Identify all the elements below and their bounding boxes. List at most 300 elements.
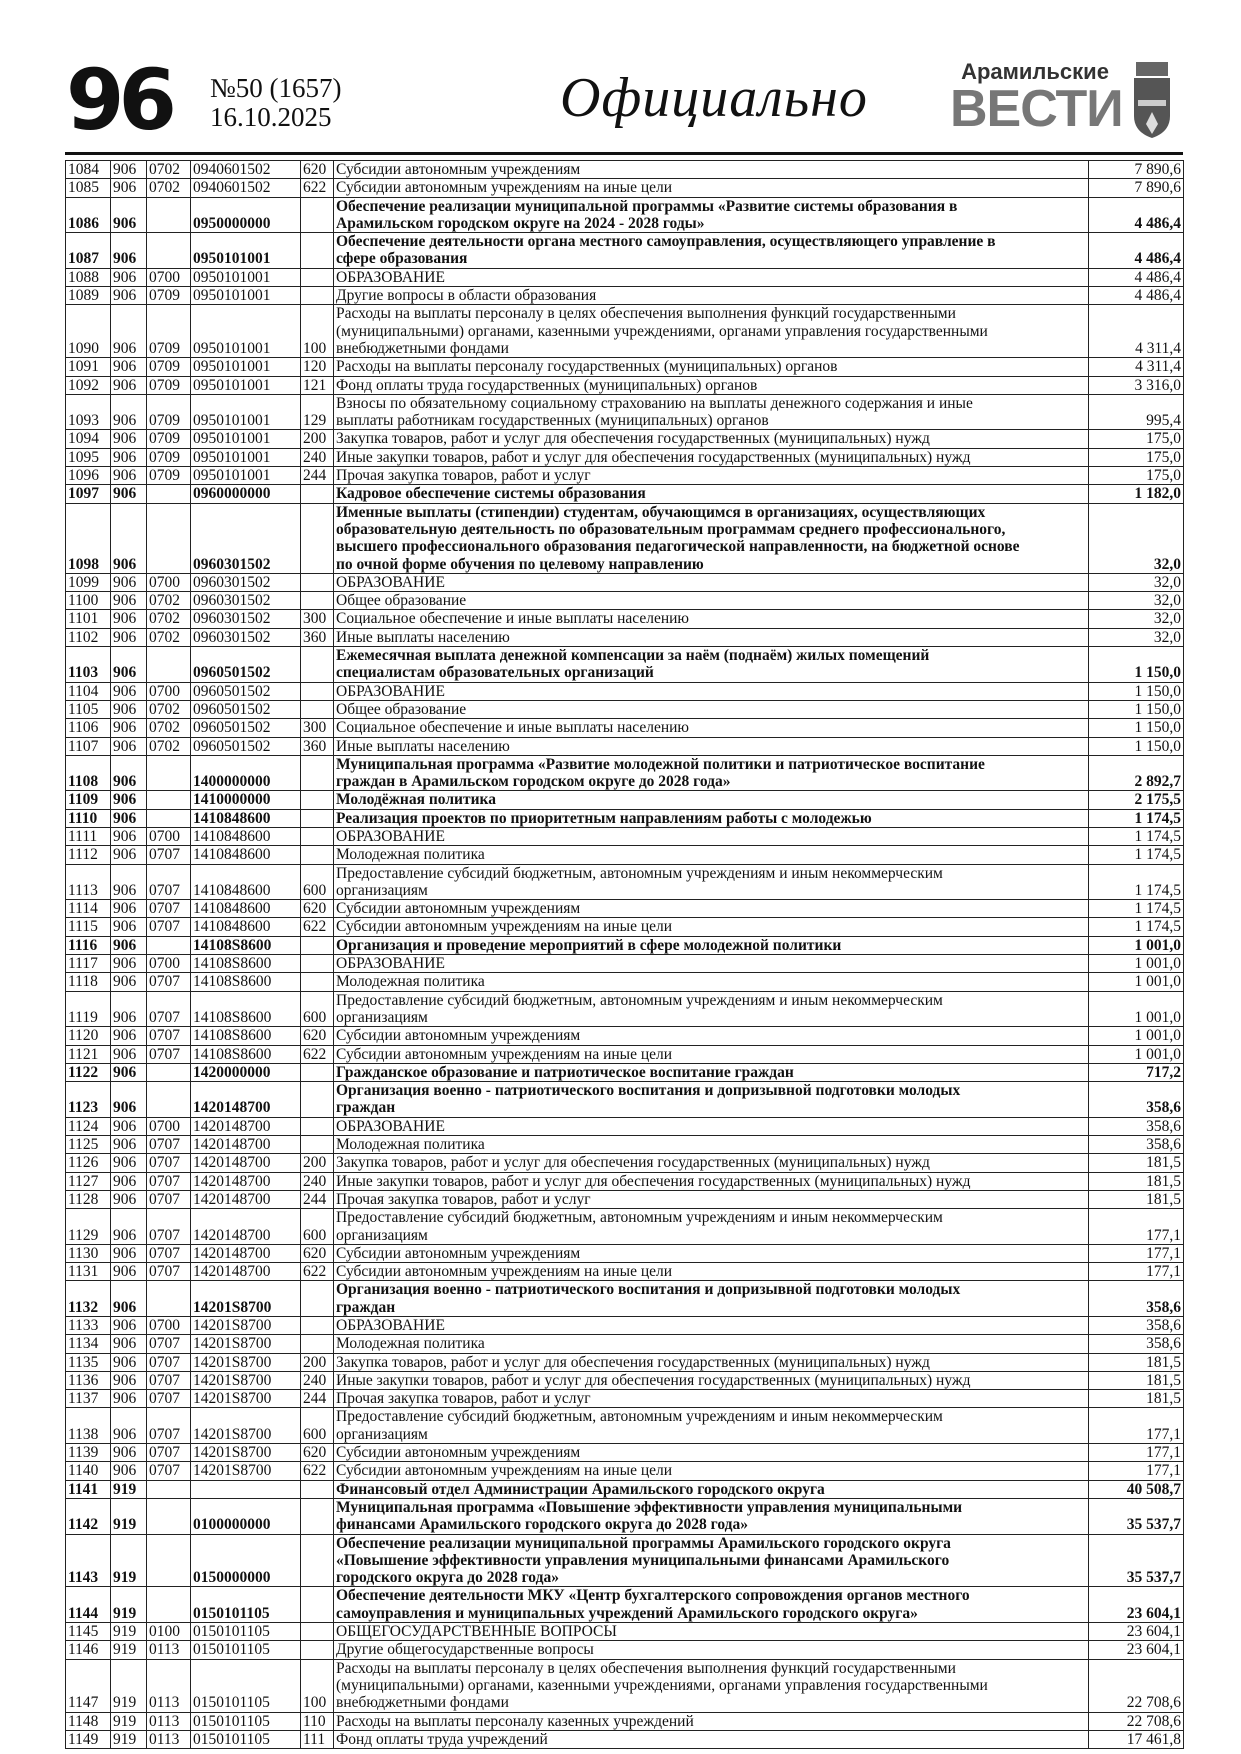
expense-type (301, 755, 334, 791)
description-line: Субсидии автономным учреждениям (336, 900, 581, 918)
table-row (66, 719, 1184, 737)
row-number: 1093 (66, 394, 111, 430)
table-row (66, 700, 1184, 718)
target-code: 14201S8700 (191, 1390, 301, 1408)
description (334, 1462, 1089, 1480)
row-number: 1109 (66, 791, 111, 809)
expense-type: 622 (301, 918, 334, 936)
description (334, 1136, 1089, 1154)
row-number: 1099 (66, 573, 111, 591)
section-code (147, 503, 191, 573)
admin-code: 906 (111, 430, 147, 448)
admin-code: 919 (111, 1498, 147, 1534)
section-code: 0709 (147, 376, 191, 394)
amount: 4 486,4 (1089, 233, 1184, 269)
admin-code: 906 (111, 1172, 147, 1190)
section-code: 0702 (147, 592, 191, 610)
table-row (66, 573, 1184, 591)
description-line: «Повышение эффективности управления муниципальными финансами Арамильского (336, 1551, 950, 1569)
target-code: 0150101105 (191, 1623, 301, 1641)
description (334, 1027, 1089, 1045)
description-line: Субсидии автономным учреждениям на иные цели (336, 1045, 673, 1063)
row-number: 1087 (66, 233, 111, 269)
admin-code: 906 (111, 1136, 147, 1154)
section-code (147, 1534, 191, 1587)
row-number: 1110 (66, 809, 111, 827)
row-number: 1113 (66, 864, 111, 900)
amount: 7 890,6 (1089, 179, 1184, 197)
amount: 177,1 (1089, 1244, 1184, 1262)
expense-type: 600 (301, 1408, 334, 1444)
description-line: Расходы на выплаты персоналу в целях обеспечения выполнения функций государственными (336, 1659, 956, 1677)
description-line: граждан (336, 1099, 396, 1117)
description (334, 592, 1089, 610)
row-number: 1144 (66, 1587, 111, 1623)
expense-type (301, 846, 334, 864)
amount: 177,1 (1089, 1209, 1184, 1245)
description (334, 737, 1089, 755)
description (334, 1730, 1089, 1748)
table-row (66, 647, 1184, 683)
description-line: Обеспечение деятельности МКУ «Центр бухгалтерского сопровождения органов местного (336, 1587, 970, 1605)
table-row (66, 1154, 1184, 1172)
target-code (191, 1480, 301, 1498)
admin-code: 906 (111, 233, 147, 269)
expense-type (301, 1063, 334, 1081)
target-code: 0950101001 (191, 430, 301, 448)
table-row (66, 1045, 1184, 1063)
admin-code: 906 (111, 936, 147, 954)
amount: 23 604,1 (1089, 1623, 1184, 1641)
row-number: 1105 (66, 700, 111, 718)
description (334, 1045, 1089, 1063)
expense-type: 600 (301, 991, 334, 1027)
amount: 358,6 (1089, 1082, 1184, 1118)
admin-code: 906 (111, 628, 147, 646)
expense-type (301, 1281, 334, 1317)
row-number: 1084 (66, 161, 111, 179)
description-line: (муниципальными) органами, казенными учреждениями, органами управления государственными (336, 1676, 988, 1694)
admin-code: 906 (111, 991, 147, 1027)
target-code: 0150101105 (191, 1587, 301, 1623)
newspaper-logo (950, 59, 1123, 138)
description-line: граждан в Арамильском городском округе до 2028 года» (336, 773, 731, 791)
expense-type (301, 700, 334, 718)
description (334, 1209, 1089, 1245)
admin-code: 919 (111, 1730, 147, 1748)
description-line: организациям (336, 1425, 428, 1443)
amount: 1 001,0 (1089, 936, 1184, 954)
description (334, 791, 1089, 809)
description-line: Расходы на выплаты персоналу государственных (муниципальных) органов (336, 358, 838, 376)
description-line: Субсидии автономным учреждениям (336, 161, 581, 178)
description-line: Ежемесячная выплата денежной компенсации за наём (поднаём) жилых помещений (336, 647, 930, 665)
row-number: 1097 (66, 485, 111, 503)
target-code: 1420148700 (191, 1190, 301, 1208)
row-number: 1095 (66, 448, 111, 466)
row-number: 1118 (66, 973, 111, 991)
section-code: 0709 (147, 305, 191, 358)
amount: 32,0 (1089, 573, 1184, 591)
description (334, 1172, 1089, 1190)
description-line: организациям (336, 1226, 428, 1244)
expense-type: 110 (301, 1712, 334, 1730)
expense-type (301, 1534, 334, 1587)
section-code: 0702 (147, 737, 191, 755)
expense-type (301, 592, 334, 610)
row-number: 1131 (66, 1263, 111, 1281)
table-row (66, 268, 1184, 286)
table-row (66, 376, 1184, 394)
amount: 32,0 (1089, 610, 1184, 628)
table-row (66, 233, 1184, 269)
expense-type: 620 (301, 161, 334, 179)
description-line: образовательную деятельность по образовательным программам среднего профессионального, (336, 520, 1006, 538)
table-row (66, 791, 1184, 809)
description (334, 1659, 1089, 1712)
amount: 32,0 (1089, 503, 1184, 573)
section-code: 0113 (147, 1730, 191, 1748)
admin-code: 906 (111, 1082, 147, 1118)
row-number: 1086 (66, 197, 111, 233)
description (334, 827, 1089, 845)
section-code: 0709 (147, 287, 191, 305)
section-code: 0709 (147, 430, 191, 448)
description-line: Фонд оплаты труда учреждений (336, 1730, 548, 1748)
expense-type: 100 (301, 1659, 334, 1712)
description-line: ОБРАЗОВАНИЕ (336, 1317, 445, 1334)
target-code: 1420148700 (191, 1263, 301, 1281)
section-code: 0113 (147, 1659, 191, 1712)
admin-code: 906 (111, 1045, 147, 1063)
row-number: 1101 (66, 610, 111, 628)
description-line: Субсидии автономным учреждениям (336, 1444, 581, 1462)
description-line: Обеспечение реализации муниципальной программы Арамильского городского округа (336, 1534, 951, 1552)
table-row (66, 1623, 1184, 1641)
expense-type: 620 (301, 900, 334, 918)
section-code: 0709 (147, 467, 191, 485)
section-code: 0700 (147, 1117, 191, 1135)
description-line: Молодежная политика (336, 1136, 485, 1154)
admin-code: 906 (111, 755, 147, 791)
admin-code: 906 (111, 918, 147, 936)
admin-code: 906 (111, 1371, 147, 1389)
amount: 177,1 (1089, 1263, 1184, 1281)
description (334, 809, 1089, 827)
row-number: 1132 (66, 1281, 111, 1317)
description-line: ОБРАЗОВАНИЕ (336, 682, 445, 700)
description-line: Организация военно - патриотического воспитания и допризывной подготовки молодых (336, 1281, 961, 1299)
admin-code: 906 (111, 682, 147, 700)
section-code (147, 485, 191, 503)
expense-type: 600 (301, 1209, 334, 1245)
target-code: 0960501502 (191, 737, 301, 755)
description (334, 610, 1089, 628)
amount: 40 508,7 (1089, 1480, 1184, 1498)
description-line: Финансовый отдел Администрации Арамильского городского округа (336, 1480, 825, 1498)
expense-type: 244 (301, 467, 334, 485)
description-line: Субсидии автономным учреждениям на иные цели (336, 1263, 673, 1281)
header-rule (65, 152, 1183, 155)
description-line: Гражданское образование и патриотическое воспитание граждан (336, 1063, 794, 1081)
amount: 1 150,0 (1089, 647, 1184, 683)
section-code (147, 1587, 191, 1623)
description (334, 1534, 1089, 1587)
description (334, 936, 1089, 954)
description-line: Субсидии автономным учреждениям (336, 1027, 581, 1045)
expense-type: 622 (301, 1462, 334, 1480)
row-number: 1127 (66, 1172, 111, 1190)
description-line: организациям (336, 881, 428, 899)
admin-code: 906 (111, 1353, 147, 1371)
target-code: 0950101001 (191, 305, 301, 358)
row-number: 1104 (66, 682, 111, 700)
coat-of-arms-icon (1128, 60, 1176, 140)
expense-type (301, 682, 334, 700)
description (334, 900, 1089, 918)
description (334, 573, 1089, 591)
section-code: 0707 (147, 1444, 191, 1462)
description-line: Организация военно - патриотического воспитания и допризывной подготовки молодых (336, 1082, 961, 1100)
row-number: 1125 (66, 1136, 111, 1154)
description (334, 467, 1089, 485)
expense-type: 620 (301, 1027, 334, 1045)
description-line: Иные закупки товаров, работ и услуг для обеспечения государственных (муниципальных) нужд (336, 448, 971, 466)
description-line: Прочая закупка товаров, работ и услуг (336, 467, 591, 485)
description-line: сфере образования (336, 250, 468, 268)
expense-type (301, 809, 334, 827)
target-code: 1420148700 (191, 1244, 301, 1262)
table-row (66, 1587, 1184, 1623)
amount: 1 174,5 (1089, 864, 1184, 900)
target-code: 1410848600 (191, 809, 301, 827)
expense-type (301, 1641, 334, 1659)
target-code: 0960301502 (191, 610, 301, 628)
amount: 995,4 (1089, 394, 1184, 430)
description-line: специалистам образовательных организаций (336, 664, 654, 682)
description-line: внебюджетными фондами (336, 1694, 509, 1712)
expense-type (301, 573, 334, 591)
description (334, 955, 1089, 973)
row-number: 1120 (66, 1027, 111, 1045)
description (334, 1281, 1089, 1317)
row-number: 1146 (66, 1641, 111, 1659)
row-number: 1128 (66, 1190, 111, 1208)
description-line: Закупка товаров, работ и услуг для обеспечения государственных (муниципальных) нужд (336, 430, 930, 448)
admin-code: 919 (111, 1659, 147, 1712)
admin-code: 906 (111, 503, 147, 573)
amount: 1 001,0 (1089, 955, 1184, 973)
description (334, 1117, 1089, 1135)
target-code: 0960301502 (191, 503, 301, 573)
amount: 1 001,0 (1089, 973, 1184, 991)
description-line: Муниципальная программа «Повышение эффективности управления муниципальными (336, 1498, 963, 1516)
row-number: 1133 (66, 1317, 111, 1335)
target-code: 0950101001 (191, 376, 301, 394)
amount: 32,0 (1089, 592, 1184, 610)
description-line: (муниципальными) органами, казенными учреждениями, органами управления государственными (336, 322, 988, 340)
section-code (147, 1480, 191, 1498)
amount: 22 708,6 (1089, 1659, 1184, 1712)
table-row (66, 1480, 1184, 1498)
expense-type (301, 647, 334, 683)
admin-code: 906 (111, 485, 147, 503)
section-code: 0700 (147, 1317, 191, 1335)
admin-code: 906 (111, 592, 147, 610)
description-line: Общее образование (336, 700, 467, 718)
admin-code: 919 (111, 1641, 147, 1659)
section-code: 0709 (147, 358, 191, 376)
section-code: 0707 (147, 1172, 191, 1190)
table-row (66, 1353, 1184, 1371)
target-code: 0960501502 (191, 700, 301, 718)
expense-type (301, 973, 334, 991)
table-row (66, 610, 1184, 628)
table-row (66, 467, 1184, 485)
table-row (66, 864, 1184, 900)
amount: 1 182,0 (1089, 485, 1184, 503)
description-line: Иные закупки товаров, работ и услуг для обеспечения государственных (муниципальных) нужд (336, 1371, 971, 1389)
row-number: 1135 (66, 1353, 111, 1371)
description (334, 918, 1089, 936)
table-row (66, 1498, 1184, 1534)
section-code: 0707 (147, 1353, 191, 1371)
target-code: 14108S8600 (191, 1027, 301, 1045)
row-number: 1102 (66, 628, 111, 646)
admin-code: 906 (111, 1263, 147, 1281)
table-row (66, 503, 1184, 573)
target-code: 14108S8600 (191, 955, 301, 973)
table-row (66, 1712, 1184, 1730)
expense-type (301, 233, 334, 269)
description (334, 864, 1089, 900)
description (334, 1154, 1089, 1172)
amount: 17 461,8 (1089, 1730, 1184, 1748)
expense-type: 100 (301, 305, 334, 358)
description-line: Предоставление субсидий бюджетным, автономным учреждениям и иным некоммерческим (336, 1408, 943, 1426)
description-line: ОБРАЗОВАНИЕ (336, 955, 445, 973)
description-line: по очной форме обучения по целевому направлению (336, 555, 704, 573)
admin-code: 906 (111, 268, 147, 286)
target-code: 14108S8600 (191, 936, 301, 954)
admin-code: 906 (111, 737, 147, 755)
section-code: 0707 (147, 1408, 191, 1444)
amount: 2 892,7 (1089, 755, 1184, 791)
admin-code: 906 (111, 161, 147, 179)
expense-type (301, 1082, 334, 1118)
amount: 1 174,5 (1089, 900, 1184, 918)
table-row (66, 1117, 1184, 1135)
description-line: Предоставление субсидий бюджетным, автономным учреждениям и иным некоммерческим (336, 991, 943, 1009)
target-code: 1420148700 (191, 1082, 301, 1118)
target-code: 1410848600 (191, 864, 301, 900)
row-number: 1147 (66, 1659, 111, 1712)
description-line: Реализация проектов по приоритетным направлениям работы с молодежью (336, 809, 872, 827)
amount: 358,6 (1089, 1136, 1184, 1154)
amount: 2 175,5 (1089, 791, 1184, 809)
description (334, 430, 1089, 448)
expense-type (301, 1587, 334, 1623)
page-number: 96 (66, 51, 171, 149)
table-row (66, 737, 1184, 755)
section-code: 0707 (147, 1263, 191, 1281)
description (334, 1244, 1089, 1262)
description-line: Предоставление субсидий бюджетным, автономным учреждениям и иным некоммерческим (336, 864, 943, 882)
description-line: Другие общегосударственные вопросы (336, 1641, 594, 1659)
admin-code: 906 (111, 287, 147, 305)
expense-type: 300 (301, 610, 334, 628)
section-code (147, 1498, 191, 1534)
logo-line2: ВЕСТИ (950, 80, 1123, 138)
expense-type (301, 1480, 334, 1498)
budget-table (65, 160, 1184, 1749)
target-code: 1420148700 (191, 1209, 301, 1245)
description (334, 358, 1089, 376)
table-row (66, 682, 1184, 700)
description-line: Субсидии автономным учреждениям на иные цели (336, 1462, 673, 1480)
amount: 358,6 (1089, 1281, 1184, 1317)
table-row (66, 1063, 1184, 1081)
admin-code: 906 (111, 700, 147, 718)
row-number: 1138 (66, 1408, 111, 1444)
expense-type (301, 1117, 334, 1135)
admin-code: 906 (111, 791, 147, 809)
admin-code: 906 (111, 394, 147, 430)
expense-type: 620 (301, 1244, 334, 1262)
expense-type (301, 791, 334, 809)
amount: 177,1 (1089, 1444, 1184, 1462)
amount: 7 890,6 (1089, 161, 1184, 179)
table-row (66, 918, 1184, 936)
table-row (66, 809, 1184, 827)
target-code: 1420148700 (191, 1172, 301, 1190)
section-code (147, 647, 191, 683)
amount: 23 604,1 (1089, 1587, 1184, 1623)
row-number: 1107 (66, 737, 111, 755)
amount: 3 316,0 (1089, 376, 1184, 394)
description-line: Расходы на выплаты персоналу казенных учреждений (336, 1712, 694, 1730)
admin-code: 906 (111, 864, 147, 900)
target-code: 0960301502 (191, 592, 301, 610)
amount: 1 150,0 (1089, 737, 1184, 755)
description (334, 197, 1089, 233)
amount: 1 150,0 (1089, 719, 1184, 737)
expense-type (301, 827, 334, 845)
row-number: 1094 (66, 430, 111, 448)
table-row (66, 430, 1184, 448)
description-line: Общее образование (336, 592, 467, 610)
description (334, 1390, 1089, 1408)
description (334, 179, 1089, 197)
section-code (147, 936, 191, 954)
section-code: 0707 (147, 1209, 191, 1245)
table-row (66, 1534, 1184, 1587)
row-number: 1103 (66, 647, 111, 683)
expense-type: 622 (301, 1263, 334, 1281)
description (334, 503, 1089, 573)
amount: 358,6 (1089, 1317, 1184, 1335)
admin-code: 906 (111, 973, 147, 991)
amount: 1 150,0 (1089, 682, 1184, 700)
section-code: 0707 (147, 1027, 191, 1045)
admin-code: 906 (111, 305, 147, 358)
description-line: Молодёжная политика (336, 791, 496, 809)
section-code: 0113 (147, 1712, 191, 1730)
table-row (66, 358, 1184, 376)
admin-code: 906 (111, 1244, 147, 1262)
expense-type (301, 1317, 334, 1335)
section-code: 0707 (147, 1244, 191, 1262)
